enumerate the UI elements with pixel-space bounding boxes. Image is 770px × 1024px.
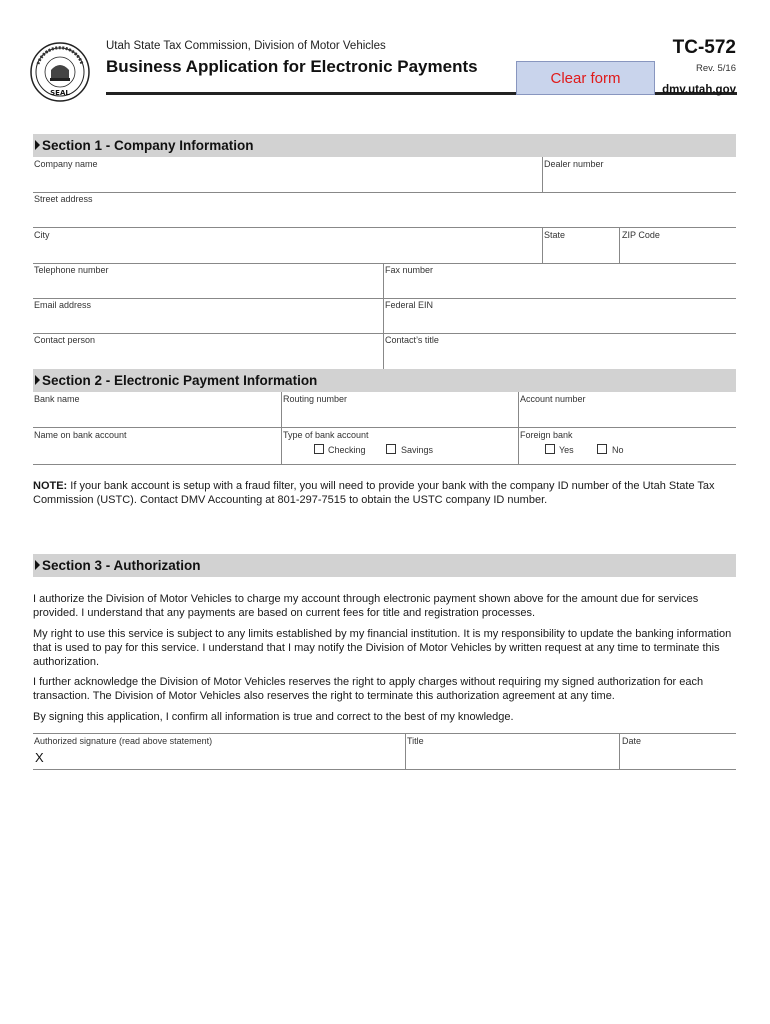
street-address-field[interactable] [33,193,736,227]
authorization-paragraph: I further acknowledge the Division of Motor Vehicles reserves the right to apply charges without requiring my signed authorization for each transaction. The Division of Motor Vehicles also reserves the right to terminate this authorization agreement at any time. [33,676,704,702]
email-field[interactable] [33,299,383,333]
form-number: TC-572 [672,37,736,58]
state-label: State [544,230,566,240]
note-label: NOTE: [33,480,68,492]
revision-date: Rev. 5/16 [696,63,736,74]
routing-number-label: Routing number [283,394,348,404]
note-text: If your bank account is setup with a fraud filter, you will need to provide your bank with the company ID number of the Utah State Tax Commission (USTC). Contact DMV Accounting at 801-297-7515 to obtain the USTC company ID number. [33,480,715,506]
title-label: Title [407,736,424,746]
foreign-yes-label: Yes [559,445,574,455]
contact-person-field[interactable] [33,334,383,368]
savings-checkbox[interactable] [386,444,396,454]
account-number-label: Account number [520,394,586,404]
bank-name-field[interactable] [33,392,281,427]
account-number-field[interactable] [519,392,736,427]
bank-name-label: Bank name [34,394,80,404]
field-underline [33,769,736,770]
field-divider [281,428,282,464]
zip-code-label: ZIP Code [622,230,660,240]
document-title: Business Application for Electronic Payments [106,57,478,76]
seal-label: SEAL [50,89,70,97]
agency-name: Utah State Tax Commission, Division of Motor Vehicles [106,40,386,52]
savings-label: Savings [401,445,434,455]
fraud-filter-note [33,479,733,507]
date-label: Date [622,736,642,746]
signature-label: Authorized signature (read above statement) [34,736,213,746]
section-arrow-icon [35,140,40,150]
checking-checkbox[interactable] [314,444,324,454]
telephone-label: Telephone number [34,265,109,275]
field-underline [33,464,736,465]
section-2-title: Section 2 - Electronic Payment Information [42,373,318,388]
city-label: City [34,230,50,240]
signature-field[interactable] [33,734,405,769]
website-url: dmv.utah.gov [662,84,736,96]
section-3-header [33,554,736,577]
email-label: Email address [34,300,92,310]
dealer-number-field[interactable] [543,157,736,192]
contact-person-label: Contact person [34,335,96,345]
city-field[interactable] [33,228,542,263]
account-type-label: Type of bank account [283,430,369,440]
company-name-label: Company name [34,159,98,169]
fax-field[interactable] [384,264,736,298]
fax-label: Fax number [385,265,434,275]
section-2-header [33,369,736,392]
section-3-title: Section 3 - Authorization [42,558,201,573]
clear-form-button[interactable]: Clear form [516,61,655,95]
routing-number-field[interactable] [282,392,518,427]
contact-title-label: Contact’s title [385,335,439,345]
section-1-header [33,134,736,157]
foreign-no-checkbox[interactable] [597,444,607,454]
authorization-paragraph: I authorize the Division of Motor Vehicles to charge my account through electronic payment shown above for the amount due for services provided. I understand that any payments are based on current fees for title and registration processes. [33,593,699,619]
zip-code-field[interactable] [620,228,736,263]
federal-ein-label: Federal EIN [385,300,434,310]
dealer-number-label: Dealer number [544,159,604,169]
foreign-yes-checkbox[interactable] [545,444,555,454]
field-divider [518,428,519,464]
telephone-field[interactable] [33,264,383,298]
date-field[interactable] [620,734,736,769]
foreign-bank-label: Foreign bank [520,430,573,440]
street-address-label: Street address [34,194,93,204]
authorization-paragraph: My right to use this service is subject to any limits established by my financial institution. It is my responsibility to update the banking information that is used to pay for this service. I understand that I may notify the Division of Motor Vehicles by written request at any time to terminate this authorization. [33,628,732,668]
checking-label: Checking [328,445,366,455]
name-on-account-label: Name on bank account [34,430,127,440]
foreign-no-label: No [612,445,624,455]
section-arrow-icon [35,375,40,385]
section-1-title: Section 1 - Company Information [42,138,254,153]
company-name-field[interactable] [33,157,542,192]
authorization-paragraph: By signing this application, I confirm all information is true and correct to the best of my knowledge. [33,711,514,723]
title-field[interactable] [406,734,619,769]
name-on-account-field[interactable] [33,428,281,463]
utah-seal-logo [30,42,90,102]
state-field[interactable] [543,228,619,263]
federal-ein-field[interactable] [384,299,736,333]
contact-title-field[interactable] [384,334,736,368]
signature-x-mark: X [35,750,44,765]
section-arrow-icon [35,560,40,570]
